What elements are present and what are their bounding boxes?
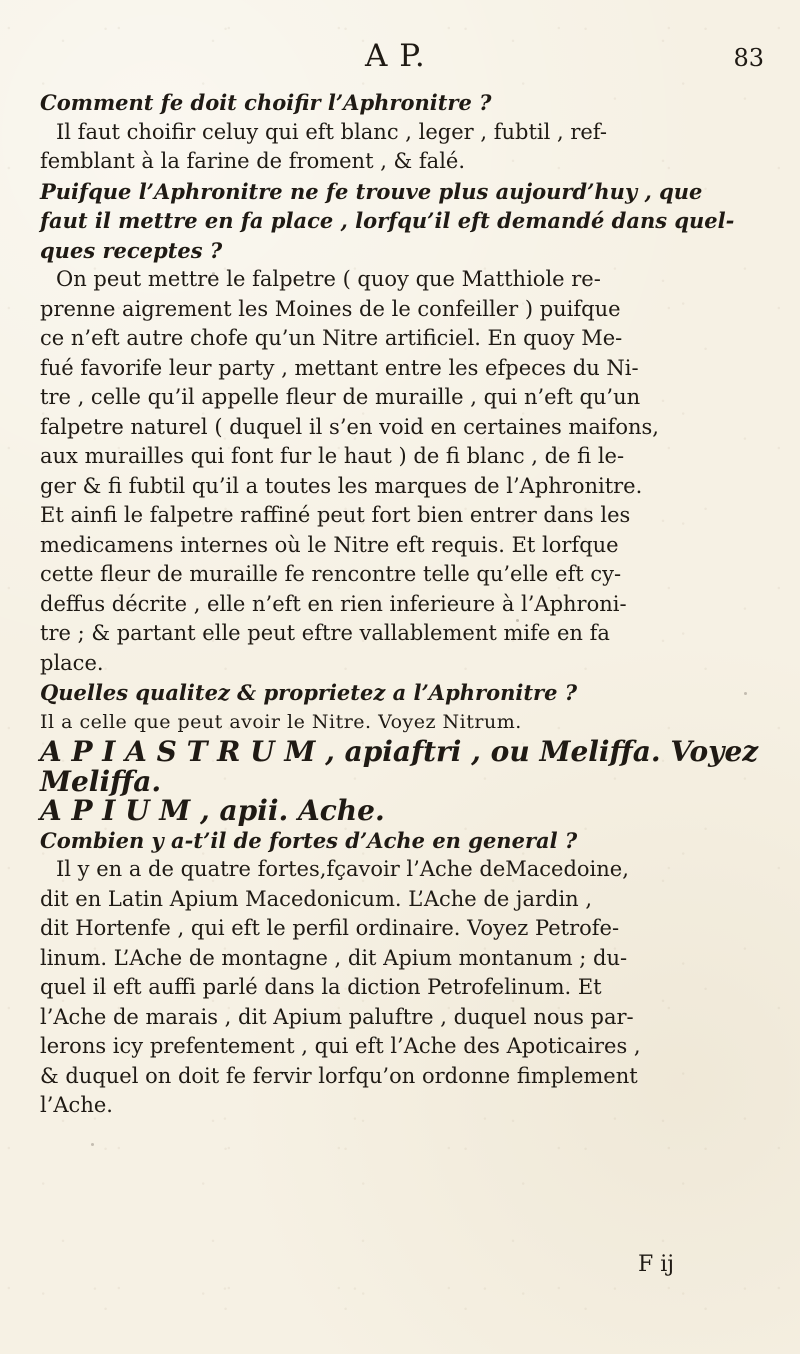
question-heading: Comment fe doit choifir l’Aphronitre ?: [40, 90, 492, 115]
text-line: & duquel on doit fe fervir lorfqu’on ordonne fimplement: [40, 1063, 638, 1088]
question-heading: Puifque l’Aphronitre ne fe trouve plus aujourd’huy , que: [40, 178, 703, 204]
text-line: falpetre naturel ( duquel il s’en void en certaines maifons,: [40, 414, 659, 439]
text-line: ger & fi fubtil qu’il a toutes les marques de l’Aphronitre.: [40, 473, 643, 498]
text-line: place.: [40, 650, 104, 675]
question-heading: Quelles qualitez & proprietez a l’Aphronitre ?: [40, 680, 578, 705]
text-line: Il faut choifir celuy qui eft blanc , leger , fubtil , ref-: [56, 119, 607, 144]
text-line: femblant à la farine de froment , & falé.: [40, 149, 466, 173]
text-line: l’Ache de marais , dit Apium paluftre , duquel nous par-: [40, 1004, 634, 1029]
text-line: ce n’eft autre chofe qu’un Nitre artificiel. En quoy Me-: [40, 326, 623, 350]
text-line: dit Hortenfe , qui eft le perfil ordinaire. Voyez Petrofe-: [40, 916, 620, 940]
main-text: [40, 88, 764, 1121]
ink-spot: [516, 619, 519, 622]
page-number: 83: [733, 44, 764, 72]
text-line: tre , celle qu’il appelle fleur de muraille , qui n’eft qu’un: [40, 385, 641, 409]
entry-headword: A P I U M , apii. Ache.: [40, 794, 385, 827]
entry-headword: A P I A S T R U M , apiaftri , ou Meliffa. Voyez: [40, 735, 759, 768]
entry-headword: Meliffa.: [40, 764, 162, 798]
text-line: Il y en a de quatre fortes,fçavoir l’Ache deMacedoine,: [56, 857, 629, 881]
text-line: fué favorife leur party , mettant entre les efpeces du Ni-: [40, 355, 639, 380]
text-line: Il a celle que peut avoir le Nitre. Voyez Nitrum.: [40, 710, 522, 733]
signature-mark: F ij: [638, 1252, 675, 1277]
ink-spot: [91, 1143, 94, 1146]
text-line: cette fleur de muraille fe rencontre telle qu’elle eft cy-: [40, 562, 622, 586]
text-line: Et ainfi le falpetre raffiné peut fort bien entrer dans les: [40, 503, 631, 527]
text-line: dit en Latin Apium Macedonicum. L’Ache de jardin ,: [40, 886, 593, 911]
question-heading: Combien y a-t’il de fortes d’Ache en general ?: [40, 827, 578, 853]
text-line: prenne aigrement les Moines de le confeiller ) puifque: [40, 296, 621, 321]
text-line: lerons icy prefentement , qui eft l’Ache des Apoticaires ,: [40, 1034, 641, 1058]
ink-spot: [744, 692, 747, 695]
text-line: On peut mettre le falpetre ( quoy que Matthiole re-: [56, 267, 601, 291]
question-heading: ques receptes ?: [40, 237, 223, 263]
question-heading: faut il mettre en fa place , lorfqu’il eft demandé dans quel-: [40, 208, 735, 233]
ink-spot: [212, 272, 215, 275]
text-line: linum. L’Ache de montagne , dit Apium montanum ; du-: [40, 945, 628, 970]
running-head: A P.: [365, 38, 426, 74]
text-line: aux murailles qui font fur le haut ) de fi blanc , de fi le-: [40, 444, 625, 468]
text-line: deffus décrite , elle n’eft en rien inferieure à l’Aphroni-: [40, 591, 627, 616]
page-header: [0, 38, 800, 78]
text-line: quel il eft auffi parlé dans la diction Petrofelinum. Et: [40, 975, 602, 999]
text-line: medicamens internes où le Nitre eft requis. Et lorfque: [40, 532, 619, 557]
text-line: l’Ache.: [40, 1093, 113, 1117]
text-line: tre ; & partant elle peut eftre vallablement mife en fa: [40, 621, 610, 645]
